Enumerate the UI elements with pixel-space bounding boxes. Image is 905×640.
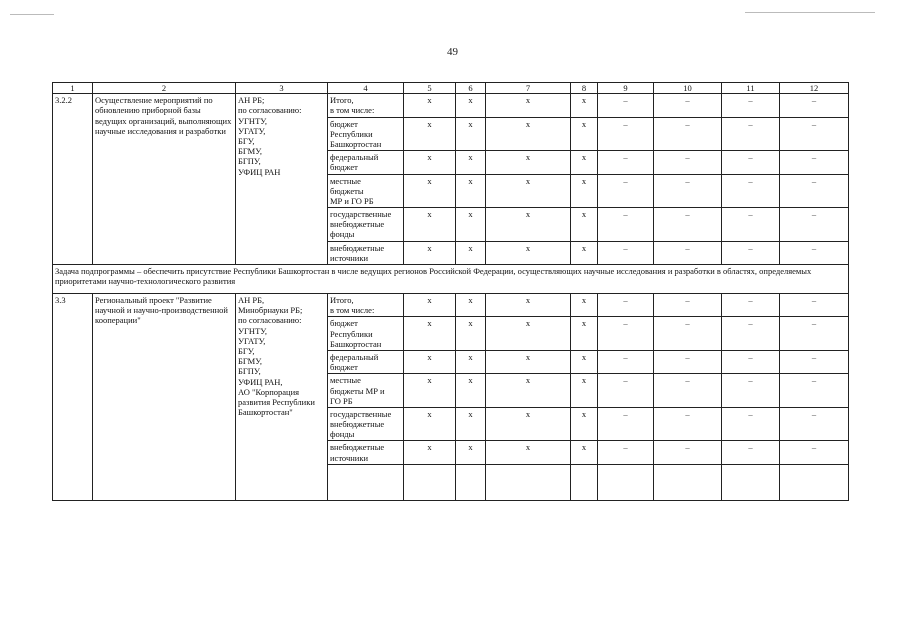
cell-value: х <box>404 241 456 264</box>
cell-value: – <box>654 317 722 351</box>
cell-value: – <box>722 151 780 174</box>
column-header: 9 <box>598 83 654 94</box>
cell-value: – <box>654 208 722 242</box>
cell-value: – <box>780 407 849 441</box>
cell-value: х <box>456 350 486 373</box>
column-header: 11 <box>722 83 780 94</box>
empty-cell <box>598 464 654 500</box>
cell-value: – <box>780 294 849 317</box>
cell-value: х <box>571 174 598 208</box>
cell-value: – <box>780 317 849 351</box>
cell-value: – <box>654 94 722 117</box>
cell-value: х <box>571 241 598 264</box>
column-header: 4 <box>328 83 404 94</box>
cell-value: – <box>780 94 849 117</box>
cell-value: – <box>780 350 849 373</box>
page-number: 49 <box>447 46 458 58</box>
cell-value: х <box>456 117 486 151</box>
cell-value: х <box>404 441 456 464</box>
cell-value: – <box>780 151 849 174</box>
cell-value: х <box>486 407 571 441</box>
cell-value: – <box>598 294 654 317</box>
cell-value: х <box>404 208 456 242</box>
column-header: 7 <box>486 83 571 94</box>
cell-value: х <box>486 317 571 351</box>
cell-value: – <box>722 407 780 441</box>
funding-source: государственные внебюджетные фонды <box>328 208 404 242</box>
cell-value: х <box>486 441 571 464</box>
cell-value: х <box>456 294 486 317</box>
cell-value: – <box>598 117 654 151</box>
column-header: 5 <box>404 83 456 94</box>
cell-value: х <box>404 151 456 174</box>
cell-value: – <box>722 174 780 208</box>
cell-value: х <box>404 407 456 441</box>
cell-value: х <box>486 151 571 174</box>
column-header: 1 <box>53 83 93 94</box>
cell-value: х <box>456 208 486 242</box>
cell-value: – <box>722 294 780 317</box>
item-code: 3.3 <box>53 294 93 501</box>
funding-source: бюджет Республики Башкортостан <box>328 117 404 151</box>
funding-source: федеральный бюджет <box>328 350 404 373</box>
scan-artifact-right <box>745 12 875 13</box>
item-executors: АН РБ, Минобрнауки РБ; по согласованию: УГНТУ, УГАТУ, БГУ, БГМУ, БГПУ, УФИЦ РАН, АО "Корпорация развития Республики Башкортостан" <box>236 294 328 501</box>
cell-value: х <box>404 374 456 408</box>
column-header: 12 <box>780 83 849 94</box>
subprogram-task: Задача подпрограммы – обеспечить присутствие Республики Башкортостан в числе ведущих регионов Российской Федерации, осуществляющих научные исследования и разработки в областях, определяемых приоритетами научно-технологического развития <box>53 265 849 294</box>
item-name: Осуществление мероприятий по обновлению приборной базы ведущих организаций, выполняющих научные исследования и разработки <box>93 94 236 265</box>
cell-value: х <box>456 151 486 174</box>
funding-source: государственные внебюджетные фонды <box>328 407 404 441</box>
funding-source: бюджет Республики Башкортостан <box>328 317 404 351</box>
funding-source: местные бюджеты МР и ГО РБ <box>328 374 404 408</box>
cell-value: х <box>571 294 598 317</box>
cell-value: х <box>486 294 571 317</box>
cell-value: – <box>598 374 654 408</box>
cell-value: х <box>486 208 571 242</box>
empty-cell <box>328 464 404 500</box>
cell-value: – <box>722 317 780 351</box>
cell-value: – <box>780 374 849 408</box>
cell-value: х <box>404 350 456 373</box>
cell-value: – <box>722 374 780 408</box>
cell-value: – <box>722 208 780 242</box>
cell-value: х <box>404 117 456 151</box>
cell-value: х <box>404 174 456 208</box>
cell-value: х <box>486 350 571 373</box>
empty-cell <box>780 464 849 500</box>
empty-cell <box>486 464 571 500</box>
empty-cell <box>404 464 456 500</box>
cell-value: – <box>654 441 722 464</box>
cell-value: – <box>722 117 780 151</box>
cell-value: х <box>456 374 486 408</box>
cell-value: х <box>571 441 598 464</box>
column-header: 6 <box>456 83 486 94</box>
cell-value: – <box>780 208 849 242</box>
cell-value: – <box>654 151 722 174</box>
cell-value: – <box>722 94 780 117</box>
cell-value: – <box>722 441 780 464</box>
cell-value: – <box>598 174 654 208</box>
empty-cell <box>456 464 486 500</box>
cell-value: – <box>780 241 849 264</box>
column-header: 3 <box>236 83 328 94</box>
budget-table <box>52 82 849 501</box>
cell-value: – <box>654 117 722 151</box>
cell-value: х <box>486 241 571 264</box>
column-header: 10 <box>654 83 722 94</box>
funding-source: внебюджетные источники <box>328 441 404 464</box>
cell-value: – <box>780 174 849 208</box>
funding-source: федеральный бюджет <box>328 151 404 174</box>
cell-value: х <box>486 94 571 117</box>
cell-value: х <box>486 117 571 151</box>
cell-value: – <box>654 294 722 317</box>
cell-value: – <box>654 174 722 208</box>
cell-value: х <box>456 174 486 208</box>
cell-value: х <box>456 94 486 117</box>
cell-value: – <box>598 241 654 264</box>
cell-value: х <box>404 294 456 317</box>
funding-source: Итого, в том числе: <box>328 294 404 317</box>
cell-value: – <box>654 374 722 408</box>
cell-value: – <box>598 441 654 464</box>
item-executors: АН РБ; по согласованию: УГНТУ, УГАТУ, БГУ, БГМУ, БГПУ, УФИЦ РАН <box>236 94 328 265</box>
column-header: 8 <box>571 83 598 94</box>
header-row <box>53 83 849 94</box>
cell-value: – <box>654 407 722 441</box>
empty-cell <box>571 464 598 500</box>
cell-value: – <box>598 317 654 351</box>
cell-value: х <box>571 317 598 351</box>
empty-cell <box>722 464 780 500</box>
cell-value: – <box>654 350 722 373</box>
cell-value: х <box>571 407 598 441</box>
scan-artifact-left <box>10 14 54 15</box>
item-code: 3.2.2 <box>53 94 93 265</box>
cell-value: х <box>404 94 456 117</box>
cell-value: х <box>571 374 598 408</box>
cell-value: х <box>456 441 486 464</box>
cell-value: х <box>486 374 571 408</box>
funding-source: внебюджетные источники <box>328 241 404 264</box>
cell-value: х <box>571 94 598 117</box>
item-name: Региональный проект "Развитие научной и научно-производственной кооперации" <box>93 294 236 501</box>
cell-value: – <box>780 117 849 151</box>
cell-value: х <box>456 317 486 351</box>
cell-value: – <box>598 151 654 174</box>
table-row <box>53 94 849 117</box>
cell-value: х <box>571 208 598 242</box>
cell-value: х <box>486 174 571 208</box>
empty-cell <box>654 464 722 500</box>
cell-value: х <box>571 350 598 373</box>
cell-value: – <box>654 241 722 264</box>
cell-value: – <box>722 241 780 264</box>
funding-source: местные бюджеты МР и ГО РБ <box>328 174 404 208</box>
cell-value: – <box>598 94 654 117</box>
column-header: 2 <box>93 83 236 94</box>
cell-value: х <box>404 317 456 351</box>
cell-value: – <box>598 208 654 242</box>
cell-value: х <box>571 117 598 151</box>
cell-value: – <box>598 350 654 373</box>
task-row <box>53 265 849 294</box>
cell-value: – <box>598 407 654 441</box>
cell-value: – <box>780 441 849 464</box>
cell-value: х <box>571 151 598 174</box>
funding-source: Итого, в том числе: <box>328 94 404 117</box>
cell-value: х <box>456 241 486 264</box>
cell-value: – <box>722 350 780 373</box>
table-row <box>53 294 849 317</box>
cell-value: х <box>456 407 486 441</box>
